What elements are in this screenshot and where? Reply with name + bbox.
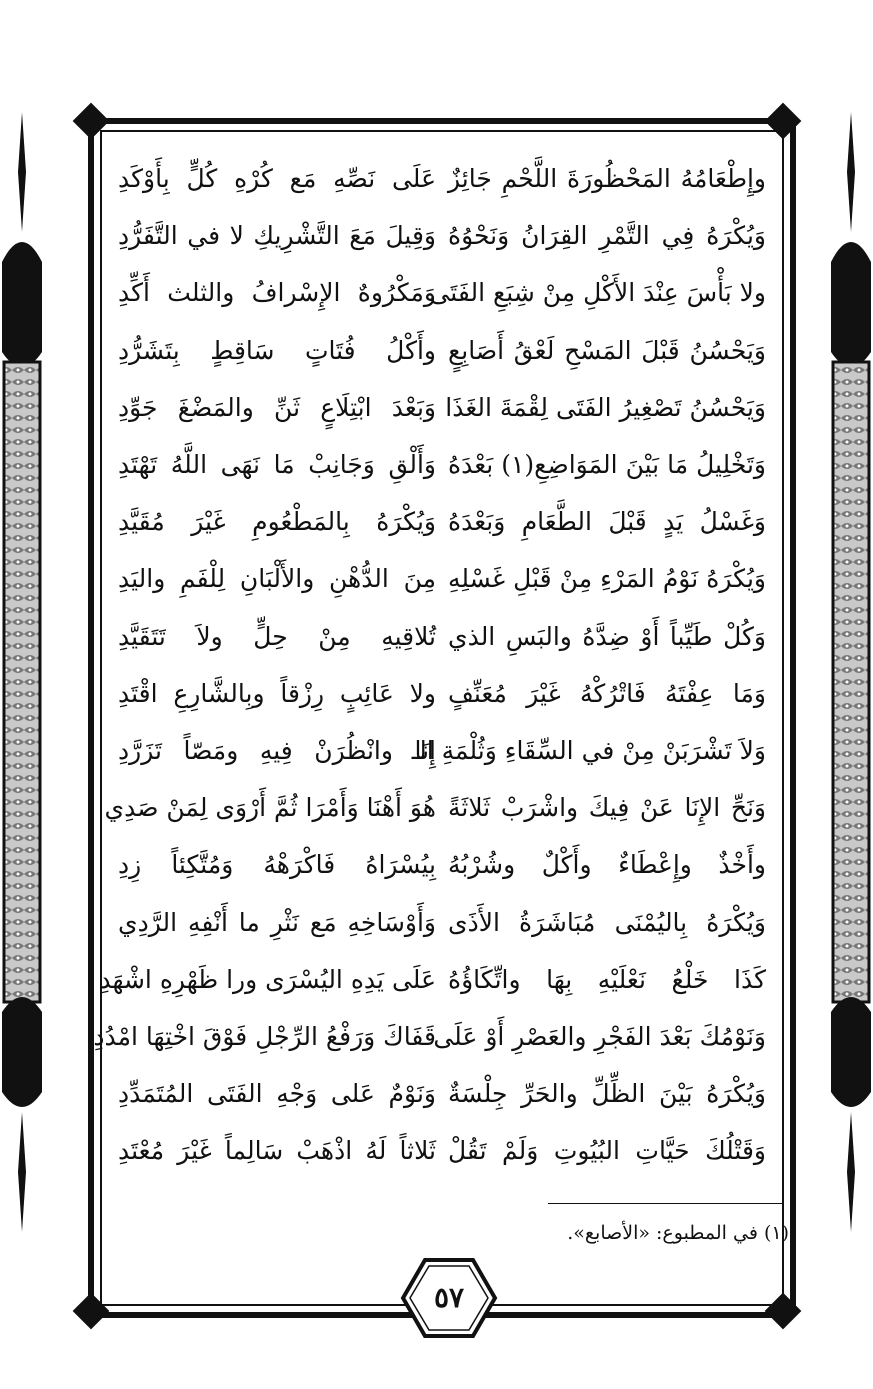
hemistich-right: وَكُلْ طَيِّباً أَوْ ضِدَّهُ والبَسِ الذي bbox=[448, 621, 766, 651]
poem-couplet bbox=[118, 608, 766, 665]
page-number: ٥٧ bbox=[433, 1281, 465, 1314]
hemistich-left: تُلاقِيهِ مِنْ حِلٍّ ولاَ تَتَقَيَّدِ bbox=[118, 621, 436, 651]
poem-couplet bbox=[118, 722, 766, 779]
hemistich-right: وَيُكْرَهُ بَيْنَ الظِّلِّ والحَرِّ جِلْسَةٌ bbox=[448, 1079, 766, 1109]
hemistich-right: وَيُكْرَهُ بِاليُمْنَى مُبَاشَرَةُ الأَذَى bbox=[448, 907, 766, 937]
poem-couplet bbox=[104, 779, 766, 836]
hemistich-right: ولا بَأْسَ عِنْدَ الأَكْلِ مِنْ شِبَعِ الفَتَى bbox=[429, 278, 766, 308]
hemistich-right: وَنَوْمُكَ بَعْدَ الفَجْرِ والعَصْرِ أَوْ عَلَى bbox=[433, 1021, 766, 1051]
hemistich-right: وَيُكْرَهُ نَوْمُ المَرْءِ مِنْ قَبْلِ غَسْلِهِ bbox=[448, 564, 766, 594]
poem-couplet bbox=[118, 550, 766, 607]
hemistich-right: وَلاَ تَشْرَبَنْ مِنْ في السِّقَاءِ وَثُلْمَةِ الـ bbox=[411, 735, 766, 765]
hemistich-right: وَيُكْرَهُ فِي التَّمْرِ القِرَانُ وَنَحْوُهُ bbox=[448, 221, 766, 251]
hemistich-left: وَمَكْرُوهٌ الإِسْرافُ والثلث أَكِّدِ bbox=[118, 278, 436, 308]
hemistich-right: وَتَخْلِيلُ مَا بَيْنَ المَوَاضِعِ(١) بَعْدَهُ bbox=[448, 450, 766, 480]
hemistich-right: وَيَحْسُنُ تَصْغِيرُ الفَتَى لِقْمَةَ الغَذَا bbox=[445, 392, 766, 422]
footnote: (١) في المطبوع: «الأصابع». bbox=[567, 1222, 789, 1244]
poem-couplet bbox=[93, 1008, 766, 1065]
poem-couplet bbox=[99, 951, 766, 1008]
hemistich-right: وَيَحْسُنُ قَبْلَ المَسْحِ لَعْقُ أَصَابِعٍ bbox=[448, 335, 766, 365]
poem-couplet bbox=[118, 836, 766, 893]
hemistich-right: وَقَتْلُكَ حَيَّاتِ البُيُوتِ وَلَمْ تَقُلْ bbox=[448, 1136, 766, 1166]
hemistich-left: قَفَاكَ وَرَفْعُ الرِّجْلِ فَوْقَ اخْتِهَا امْدُدِ bbox=[93, 1021, 436, 1051]
poem-couplet bbox=[118, 1065, 766, 1122]
hemistich-right: كَذَا خَلْعُ نَعْلَيْهِ بِهَا واتِّكَاؤُهُ bbox=[448, 964, 766, 994]
hemistich-right: وإِطْعَامُهُ المَحْظُورَةَ اللَّحْمِ جَائِزٌ bbox=[448, 164, 766, 194]
footnote-divider bbox=[548, 1203, 784, 1204]
poem-couplet bbox=[118, 665, 766, 722]
poem-couplet bbox=[118, 264, 766, 321]
hemistich-left: إِنَا وانْظُرَنْ فِيهِ ومَصّاً تَزَرَّدِ bbox=[118, 735, 436, 765]
hemistich-left: ولا عَائِبٍ رِزْقاً وبِالشَّارِعِ اقْتَدِ bbox=[118, 678, 436, 708]
hemistich-left: هُوَ أَهْنَا وَأَمْرَا ثُمَّ أَرْوَى لِمَنْ صَدِي bbox=[104, 793, 436, 823]
poem-body bbox=[93, 150, 766, 1166]
hemistich-left: وأَكْلُ فُتَاتٍ سَاقِطٍ بِتَشَرُّدِ bbox=[118, 335, 436, 365]
hemistich-right: وَنَحِّ الإِنَا عَنْ فِيكَ واشْرَبْ ثَلاثَةً bbox=[448, 793, 766, 823]
hemistich-left: وَأَلْقِ وَجَانِبْ مَا نَهَى اللَّهُ تَهْتَدِ bbox=[118, 450, 436, 480]
right-margin-ornament bbox=[829, 112, 873, 1232]
hemistich-left: عَلَى نَصِّهِ مَع كُرْهِ كُلٍّ بِأَوْكَدِ bbox=[118, 164, 436, 194]
hemistich-left: بِيُسْرَاهُ فَاكْرَهْهُ وَمُتَّكِئاً زِدِ bbox=[118, 850, 436, 880]
poem-couplet bbox=[118, 322, 766, 379]
hemistich-left: وَقِيلَ مَعَ التَّشْرِيكِ لا في التَّفَرُّدِ bbox=[118, 221, 436, 251]
hemistich-left: وَنَوْمٌ عَلى وَجْهِ الفَتَى المُتَمَدِّدِ bbox=[118, 1079, 436, 1109]
poem-couplet bbox=[118, 893, 766, 950]
poem-couplet bbox=[118, 436, 766, 493]
hemistich-right: وأَخْذٌ وإِعْطَاءٌ وأَكْلٌ وشُرْبُهُ bbox=[448, 850, 766, 880]
hemistich-right: وَمَا عِفْتَهُ فَاتْرُكْهُ غَيْرَ مُعَنِّفٍ bbox=[448, 678, 766, 708]
hemistich-left: عَلَى يَدِهِ اليُسْرَى ورا ظَهْرِهِ اشْهَدِ bbox=[99, 964, 436, 994]
hemistich-left: وَبَعْدَ ابْتِلَاعٍ ثَنِّ والمَضْغَ جَوِّدِ bbox=[118, 392, 436, 422]
hemistich-left: ثَلاثاً لَهُ اذْهَبْ سَالِماً غَيْرَ مُعْتَدِ bbox=[118, 1136, 436, 1166]
hemistich-left: وَيُكْرَهُ بِالمَطْعُومِ غَيْرَ مُقَيَّدِ bbox=[118, 507, 436, 537]
left-margin-ornament bbox=[0, 112, 44, 1232]
poem-couplet bbox=[118, 207, 766, 264]
poem-couplet bbox=[118, 379, 766, 436]
hemistich-right: وَغَسْلُ يَدٍ قَبْلَ الطَّعَامِ وَبَعْدَهُ bbox=[448, 507, 766, 537]
poem-couplet bbox=[118, 493, 766, 550]
poem-couplet bbox=[118, 150, 766, 207]
hemistich-left: مِنَ الدُّهْنِ والأَلْبَانِ لِلْفَمِ واليَدِ bbox=[118, 564, 436, 594]
hemistich-left: وَأَوْسَاخِهِ مَع نَثْرِ ما أَنْفِهِ الرَّدِي bbox=[118, 907, 436, 937]
poem-couplet bbox=[118, 1122, 766, 1179]
